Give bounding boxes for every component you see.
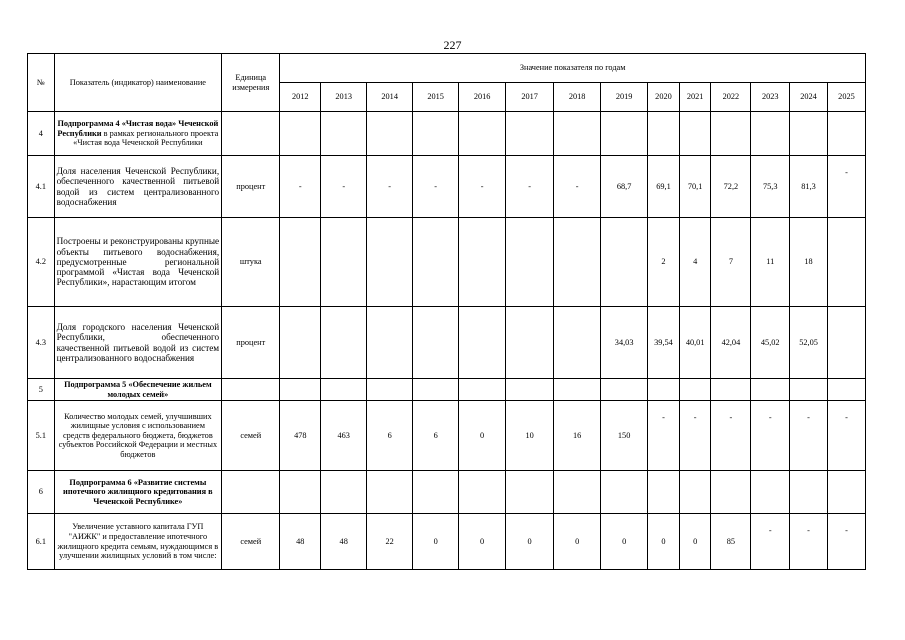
value-cell <box>827 218 865 307</box>
header-values-group: Значение показателя по годам <box>280 54 866 83</box>
value-cell: - <box>321 156 367 218</box>
value-cell <box>790 112 828 156</box>
table-body <box>28 112 866 570</box>
value-cell: - <box>679 401 711 471</box>
header-year: 2013 <box>321 83 367 112</box>
row-number: 4.3 <box>28 307 55 379</box>
value-cell <box>711 379 751 401</box>
value-cell <box>367 307 413 379</box>
header-year: 2022 <box>711 83 751 112</box>
value-cell: 10 <box>506 401 554 471</box>
unit-cell: семей <box>222 514 280 570</box>
value-cell: 69,1 <box>648 156 680 218</box>
value-cell: 0 <box>679 514 711 570</box>
value-cell: - <box>827 514 865 570</box>
value-cell <box>790 379 828 401</box>
value-cell: 81,3 <box>790 156 828 218</box>
value-cell <box>367 379 413 401</box>
value-cell <box>827 307 865 379</box>
value-cell: 0 <box>648 514 680 570</box>
value-cell <box>506 471 554 514</box>
value-cell: 16 <box>554 401 601 471</box>
value-cell: 70,1 <box>679 156 711 218</box>
table-row <box>28 471 866 514</box>
table-row <box>28 379 866 401</box>
row-number: 5.1 <box>28 401 55 471</box>
value-cell <box>554 218 601 307</box>
value-cell <box>280 471 321 514</box>
unit-cell <box>222 379 280 401</box>
indicators-table <box>27 53 866 570</box>
value-cell <box>367 112 413 156</box>
value-cell <box>459 112 506 156</box>
header-year: 2024 <box>790 83 828 112</box>
value-cell <box>280 112 321 156</box>
value-cell: 75,3 <box>751 156 790 218</box>
indicator-cell <box>54 307 222 379</box>
value-cell: - <box>711 401 751 471</box>
table-row <box>28 514 866 570</box>
value-cell: 463 <box>321 401 367 471</box>
table-row <box>28 156 866 218</box>
value-cell: 0 <box>601 514 648 570</box>
unit-cell <box>222 471 280 514</box>
value-cell: 0 <box>459 514 506 570</box>
value-cell <box>506 307 554 379</box>
indicator-cell <box>54 112 222 156</box>
value-cell <box>459 307 506 379</box>
value-cell <box>827 112 865 156</box>
value-cell <box>711 471 751 514</box>
value-cell <box>751 379 790 401</box>
header-year: 2017 <box>506 83 554 112</box>
indicator-text: Увеличение уставного капитала ГУП "АИЖК" и предоставление ипотечного жилищного кредита семьям, нуждающимся в улучшении жилищных условий в том числе: <box>57 522 219 561</box>
value-cell: 2 <box>648 218 680 307</box>
value-cell <box>827 471 865 514</box>
header-year: 2023 <box>751 83 790 112</box>
value-cell <box>459 379 506 401</box>
header-indicator: Показатель (индикатор) наименование <box>54 54 222 112</box>
table-row <box>28 307 866 379</box>
value-cell <box>413 471 459 514</box>
value-cell <box>321 379 367 401</box>
value-cell: - <box>367 156 413 218</box>
row-number: 5 <box>28 379 55 401</box>
value-cell <box>648 112 680 156</box>
value-cell: 0 <box>413 514 459 570</box>
value-cell: 0 <box>554 514 601 570</box>
header-year: 2020 <box>648 83 680 112</box>
indicator-text: Количество молодых семей, улучшивших жилищные условия с использованием средств федерального бюджета, бюджетов субъектов Российской Федерации и местных бюджетов <box>58 411 218 459</box>
row-number: 4 <box>28 112 55 156</box>
value-cell: - <box>790 401 828 471</box>
value-cell <box>321 112 367 156</box>
value-cell: - <box>790 514 828 570</box>
value-cell: 39,54 <box>648 307 680 379</box>
value-cell <box>554 112 601 156</box>
value-cell: 0 <box>506 514 554 570</box>
indicator-cell <box>54 379 222 401</box>
header-year: 2016 <box>459 83 506 112</box>
value-cell: 478 <box>280 401 321 471</box>
row-number: 4.1 <box>28 156 55 218</box>
header-num: № <box>28 54 55 112</box>
value-cell <box>679 471 711 514</box>
value-cell: 150 <box>601 401 648 471</box>
row-number: 6 <box>28 471 55 514</box>
indicator-title: Подпрограмма 5 «Обеспечение жильем молодых семей» <box>64 379 212 399</box>
value-cell: 6 <box>367 401 413 471</box>
table-row <box>28 218 866 307</box>
value-cell: - <box>827 401 865 471</box>
value-cell <box>413 112 459 156</box>
value-cell <box>413 307 459 379</box>
value-cell: - <box>459 156 506 218</box>
value-cell: 11 <box>751 218 790 307</box>
value-cell <box>679 112 711 156</box>
indicator-title: Подпрограмма 4 «Чистая вода» Чеченской Республики <box>57 119 219 138</box>
header-year: 2018 <box>554 83 601 112</box>
value-cell: 6 <box>413 401 459 471</box>
value-cell <box>459 471 506 514</box>
unit-cell: штука <box>222 218 280 307</box>
value-cell <box>751 471 790 514</box>
value-cell <box>554 471 601 514</box>
value-cell: - <box>554 156 601 218</box>
value-cell: 45,02 <box>751 307 790 379</box>
header-year: 2015 <box>413 83 459 112</box>
value-cell <box>321 471 367 514</box>
value-cell: 7 <box>711 218 751 307</box>
unit-cell: процент <box>222 307 280 379</box>
table-row <box>28 112 866 156</box>
value-cell <box>648 471 680 514</box>
header-year: 2012 <box>280 83 321 112</box>
unit-cell: семей <box>222 401 280 471</box>
table-row <box>28 401 866 471</box>
value-cell: 48 <box>280 514 321 570</box>
indicator-text: Построены и реконструированы крупные объекты питьевого водоснабжения, предусмотренные региональной программой «Чистая вода Чеченской Республики», нарастающим итогом <box>56 236 220 288</box>
table-header <box>28 54 866 112</box>
value-cell: 4 <box>679 218 711 307</box>
value-cell <box>601 218 648 307</box>
value-cell <box>280 218 321 307</box>
value-cell <box>413 379 459 401</box>
value-cell: 34,03 <box>601 307 648 379</box>
value-cell <box>413 218 459 307</box>
value-cell <box>459 218 506 307</box>
unit-cell <box>222 112 280 156</box>
value-cell: - <box>413 156 459 218</box>
value-cell <box>648 379 680 401</box>
value-cell <box>506 112 554 156</box>
indicator-text: Доля населения Чеченской Республики, обеспеченного качественной питьевой водой из систем централизованного водоснабжения <box>56 166 220 207</box>
header-year: 2025 <box>827 83 865 112</box>
indicator-cell <box>54 401 222 471</box>
value-cell: 22 <box>367 514 413 570</box>
value-cell: 40,01 <box>679 307 711 379</box>
value-cell: - <box>751 514 790 570</box>
value-cell: 72,2 <box>711 156 751 218</box>
value-cell <box>601 379 648 401</box>
value-cell <box>321 218 367 307</box>
value-cell: - <box>506 156 554 218</box>
indicator-text: Доля городского населения Чеченской Республики, обеспеченного качественной питьевой водой из систем централизованного водоснабжения <box>56 322 220 363</box>
value-cell <box>280 379 321 401</box>
value-cell <box>554 307 601 379</box>
value-cell <box>790 471 828 514</box>
value-cell: - <box>280 156 321 218</box>
value-cell <box>679 379 711 401</box>
value-cell <box>321 307 367 379</box>
value-cell <box>280 307 321 379</box>
indicator-cell <box>54 471 222 514</box>
indicator-cell <box>54 514 222 570</box>
value-cell: 85 <box>711 514 751 570</box>
value-cell: - <box>827 156 865 218</box>
header-year: 2021 <box>679 83 711 112</box>
value-cell: - <box>648 401 680 471</box>
header-year: 2019 <box>601 83 648 112</box>
value-cell: 0 <box>459 401 506 471</box>
value-cell: 18 <box>790 218 828 307</box>
value-cell <box>711 112 751 156</box>
value-cell <box>554 379 601 401</box>
value-cell <box>601 471 648 514</box>
value-cell <box>506 218 554 307</box>
value-cell <box>827 379 865 401</box>
indicator-text: в рамках регионального проекта «Чистая вода Чеченской Республики <box>73 128 219 148</box>
value-cell <box>601 112 648 156</box>
value-cell <box>367 471 413 514</box>
value-cell <box>367 218 413 307</box>
indicator-cell <box>54 156 222 218</box>
indicator-cell <box>54 218 222 307</box>
header-year: 2014 <box>367 83 413 112</box>
unit-cell: процент <box>222 156 280 218</box>
value-cell <box>506 379 554 401</box>
row-number: 4.2 <box>28 218 55 307</box>
value-cell: 48 <box>321 514 367 570</box>
value-cell: 52,05 <box>790 307 828 379</box>
page-number: 227 <box>443 38 462 52</box>
value-cell: 68,7 <box>601 156 648 218</box>
row-number: 6.1 <box>28 514 55 570</box>
indicator-title: Подпрограмма 6 «Развитие системы ипотечного жилищного кредитования в Чеченской Республике» <box>63 477 213 506</box>
value-cell: - <box>751 401 790 471</box>
value-cell <box>751 112 790 156</box>
value-cell: 42,04 <box>711 307 751 379</box>
header-unit: Единица измерения <box>222 54 280 112</box>
